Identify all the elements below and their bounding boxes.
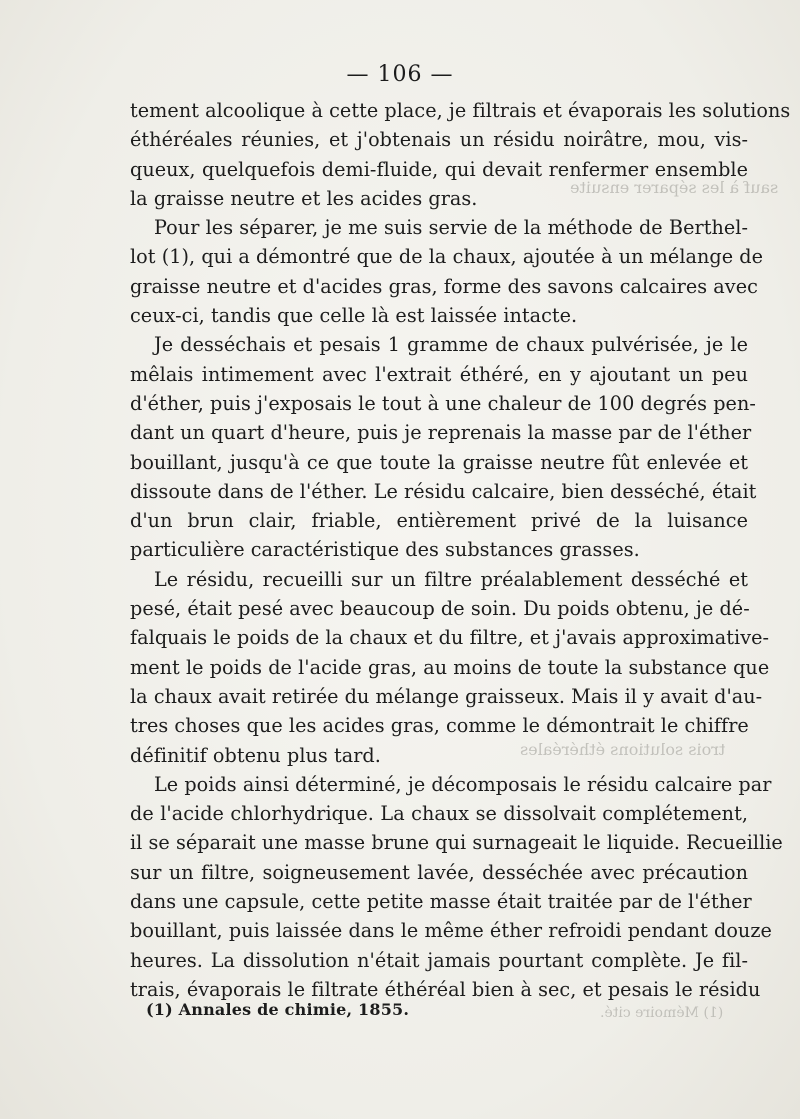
text-line: particulière caractéristique des substances grasses. — [130, 538, 640, 562]
show-through-text: (1) Mémoire cité. — [600, 1005, 724, 1021]
text-line: trais, évaporais le filtrate éthéréal bien à sec, et pesais le résidu — [130, 977, 761, 1001]
text-line: Le poids ainsi déterminé, je décomposais le résidu calcaire par — [154, 772, 772, 796]
text-line: il se séparait une masse brune qui surnageait le liquide. Recueillie — [130, 831, 783, 855]
body-text — [130, 96, 791, 1004]
text-line: la chaux avait retirée du mélange graisseux. Mais il y avait d'au- — [130, 684, 763, 708]
text-line: Je desséchais et pesais 1 gramme de chaux pulvérisée, je le — [154, 333, 748, 357]
text-line: sur un filtre, soigneusement lavée, desséchée avec précaution — [130, 860, 748, 884]
text-line: d'un brun clair, friable, entièrement privé de la luisance — [130, 509, 748, 533]
text-line: graisse neutre et d'acides gras, forme des savons calcaires avec — [130, 274, 758, 298]
text-line: mêlais intimement avec l'extrait éthéré, en y ajoutant un peu — [130, 362, 748, 386]
text-line: falquais le poids de la chaux et du filtre, et j'avais approximative- — [130, 626, 770, 650]
text-line: Pour les séparer, je me suis servie de la méthode de Berthel- — [154, 216, 748, 240]
text-line: dant un quart d'heure, puis je reprenais la masse par de l'éther — [130, 421, 752, 445]
text-line: éthéréales réunies, et j'obtenais un résidu noirâtre, mou, vis- — [130, 128, 748, 152]
text-line: dissoute dans de l'éther. Le résidu calcaire, bien desséché, était — [130, 479, 757, 503]
text-line: heures. La dissolution n'était jamais pourtant complète. Je fil- — [130, 948, 748, 972]
text-line: ceux-ci, tandis que celle là est laissée intacte. — [130, 304, 578, 328]
text-line: ment le poids de l'acide gras, au moins de toute la substance que — [130, 655, 770, 679]
text-line: définitif obtenu plus tard. — [130, 743, 381, 767]
text-line: bouillant, jusqu'à ce que toute la graisse neutre fût enlevée et — [130, 450, 748, 474]
text-line: dans une capsule, cette petite masse était traitée par de l'éther — [130, 890, 752, 914]
show-through-text: trois solutions éthéréales — [520, 740, 726, 759]
page-number: — 106 — — [346, 62, 454, 87]
text-line: la graisse neutre et les acides gras. — [130, 186, 478, 210]
text-line: pesé, était pesé avec beaucoup de soin. Du poids obtenu, je dé- — [130, 597, 750, 621]
text-line: d'éther, puis j'exposais le tout à une chaleur de 100 degrés pen- — [130, 391, 756, 415]
text-line: lot (1), qui a démontré que de la chaux, ajoutée à un mélange de — [130, 245, 764, 269]
text-line: bouillant, puis laissée dans le même éther refroidi pendant douze — [130, 919, 772, 943]
show-through-text: sauf à les séparer ensuite — [570, 178, 779, 197]
text-line: queux, quelquefois demi-fluide, qui devait renfermer ensemble — [130, 157, 748, 181]
text-line: tement alcoolique à cette place, je filtrais et évaporais les solutions — [130, 99, 791, 122]
footnote: (1) Annales de chimie, 1855. — [146, 1000, 410, 1019]
text-line: de l'acide chlorhydrique. La chaux se dissolvait complétement, — [130, 802, 748, 826]
text-line: tres choses que les acides gras, comme le démontrait le chiffre — [130, 714, 749, 738]
text-line: Le résidu, recueilli sur un filtre préalablement desséché et — [154, 567, 748, 591]
